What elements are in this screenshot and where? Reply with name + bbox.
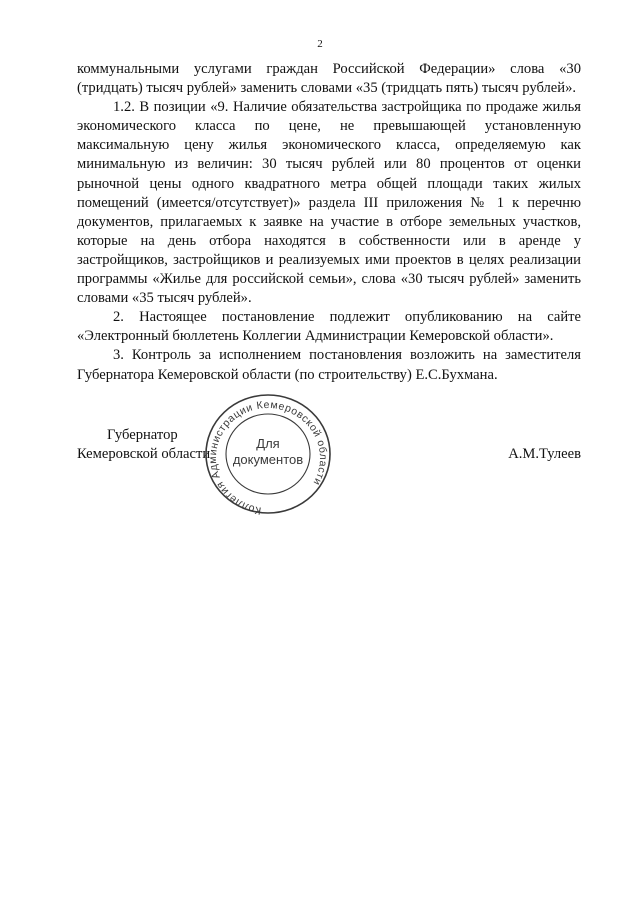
paragraph-1-2: 1.2. В позиции «9. Наличие обязательства застройщика по продаже жилья экономического класса по цене, не превышающей установленную максимальную цену жилья экономического класса, определяемую как минимальную из величин: 30 тысяч рублей или 80 процентов от оценки рыночной цены одного квадратного метра общей площади таких жилых помещений (имеется/отсутствует)» раздела III приложения № 1 к перечню документов, прилагаемых к заявке на участие в отборе земельных участков, которые на день отбора находятся в собственности или в аренде у застройщиков, застройщиков и реализуемых ими проектов в целях реализации программы «Жилье для российской семьи», слова «30 тысяч рублей» заменить словами «35 тысяч рублей». (77, 99, 581, 307)
paragraph-3: 3. Контроль за исполнением постановления возложить на заместителя Губернатора Кемеровской области (по строительству) Е.С.Бухмана. (77, 347, 581, 383)
stamp-seal-icon (203, 392, 333, 517)
signatory-position-line1: Губернатор (107, 427, 178, 443)
paragraph-continuation: коммунальными услугами граждан Российской Федерации» слова «30 (тридцать) тысяч рублей» заменить словами «35 (тридцать пять) тысяч рублей». (77, 61, 581, 97)
stamp-center-line2: документов (232, 452, 304, 467)
stamp-ring-text: Коллегия Администрации Кемеровской области (206, 398, 330, 517)
official-stamp (203, 392, 333, 517)
signatory-position-line2: Кемеровской области (77, 446, 211, 462)
document-body (77, 60, 581, 385)
paragraph-2: 2. Настоящее постановление подлежит опубликованию на сайте «Электронный бюллетень Коллегии Администрации Кемеровской области». (77, 309, 581, 345)
signatory-name: А.М.Тулеев (508, 446, 581, 462)
stamp-center-line1: Для (256, 436, 280, 451)
page-number: 2 (317, 38, 323, 50)
